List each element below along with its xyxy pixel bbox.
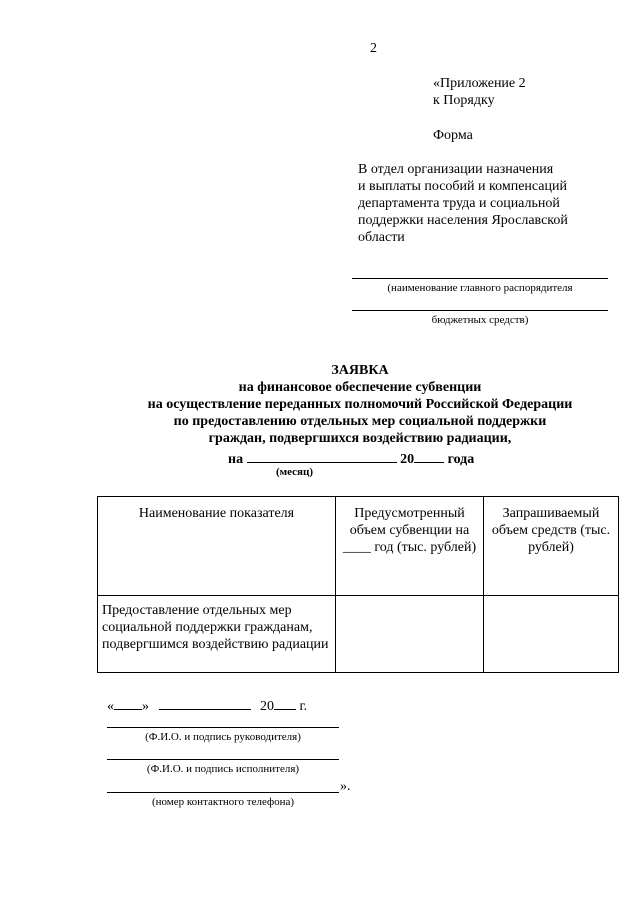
addressee-line: В отдел организации назначения	[358, 162, 554, 177]
distributor-caption: (наименование главного распорядителя	[387, 282, 573, 294]
year-field[interactable]	[414, 449, 444, 463]
distributor-field-line-2	[352, 310, 608, 311]
subvention-table	[97, 496, 619, 673]
executor-signature-line[interactable]	[107, 759, 339, 760]
phone-caption: (номер контактного телефона)	[151, 796, 295, 808]
document-title: ЗАЯВКА	[331, 363, 389, 378]
day-field[interactable]	[114, 696, 142, 710]
page-number: 2	[370, 41, 377, 56]
title-line: по предоставлению отдельных мер социальной поддержки	[173, 414, 547, 429]
title-line: на финансовое обеспечение субвенции	[238, 380, 482, 395]
distributor-caption-2: бюджетных средств)	[431, 314, 529, 326]
title-line: на осуществление переданных полномочий Российской Федерации	[147, 397, 573, 412]
period-year-prefix: 20	[400, 452, 415, 467]
month-field[interactable]	[247, 449, 397, 463]
date-year-prefix: 20	[260, 699, 274, 714]
column-header: Наименование показателя	[98, 497, 336, 596]
table-row	[98, 596, 619, 673]
distributor-field-line	[352, 278, 608, 279]
date-line	[107, 696, 307, 715]
date-open: «	[107, 699, 114, 714]
addressee-line: поддержки населения Ярославской	[358, 213, 568, 228]
addressee-line: департамента труда и социальной	[358, 196, 560, 211]
month-caption: (месяц)	[276, 466, 314, 478]
column-header: Запрашиваемый объем средств (тыс. рублей)	[484, 497, 619, 596]
phone-line[interactable]	[107, 792, 339, 793]
appendix-title: «Приложение 2	[433, 76, 526, 91]
year-input[interactable]	[274, 696, 296, 710]
column-header: Предусмотренный объем субвенции на ____ год (тыс. рублей)	[336, 497, 484, 596]
period-suffix: года	[447, 452, 475, 467]
month-input[interactable]	[159, 696, 251, 710]
addressee-line: и выплаты пособий и компенсаций	[358, 179, 567, 194]
table-cell[interactable]	[336, 596, 484, 673]
closing-quote: ».	[340, 779, 351, 794]
head-signature-line[interactable]	[107, 727, 339, 728]
title-line: граждан, подвергшихся воздействию радиации,	[208, 431, 512, 446]
addressee-line: области	[358, 230, 405, 245]
table-cell: Предоставление отдельных мер социальной поддержки гражданам, подвергшимся воздействию радиации	[98, 596, 336, 673]
form-label: Форма	[433, 128, 473, 143]
table-header-row	[98, 497, 619, 596]
table-cell[interactable]	[484, 596, 619, 673]
appendix-reference: к Порядку	[433, 93, 495, 108]
head-signature-caption: (Ф.И.О. и подпись руководителя)	[145, 731, 301, 743]
executor-signature-caption: (Ф.И.О. и подпись исполнителя)	[146, 763, 300, 775]
addressee-block	[358, 161, 628, 246]
date-close: »	[142, 699, 149, 714]
date-suffix: г.	[299, 699, 308, 714]
period-line	[228, 449, 474, 468]
period-prefix: на	[228, 452, 244, 467]
